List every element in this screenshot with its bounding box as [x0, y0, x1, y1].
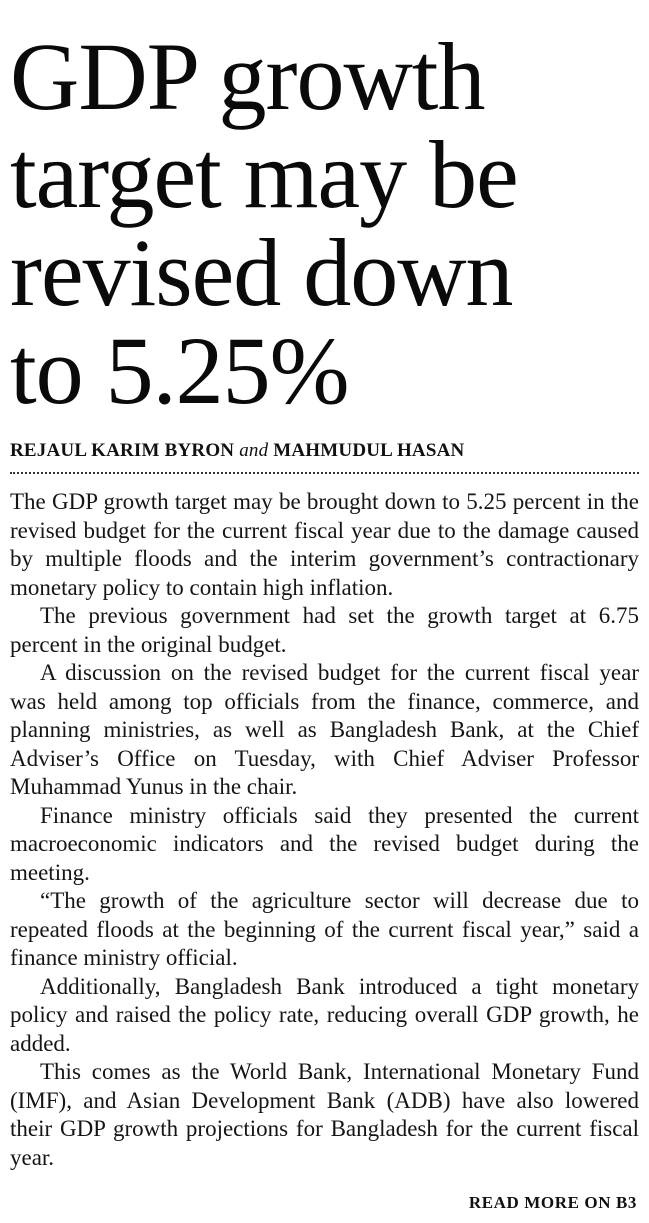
headline-line: GDP growth — [10, 23, 485, 130]
read-more-link[interactable]: READ MORE ON B3 — [468, 1193, 637, 1212]
article-body — [10, 488, 639, 1172]
author-name: MAHMUDUL HASAN — [273, 440, 465, 461]
author-name: REJAUL KARIM BYRON — [10, 440, 235, 461]
byline-conjunction: and — [239, 440, 269, 461]
headline — [10, 0, 639, 424]
body-paragraph: This comes as the World Bank, International Monetary Fund (IMF), and Asian Development Bank (ADB) have also lowered their GDP growth projections for Bangladesh for the current fiscal year. — [10, 1059, 639, 1170]
body-paragraph: Finance ministry officials said they presented the current macroeconomic indicators and the revised budget during the meeting. — [10, 802, 639, 885]
headline-line: target may be — [10, 121, 518, 228]
headline-line: revised down — [10, 219, 513, 326]
body-paragraph: A discussion on the revised budget for the current fiscal year was held among top officials from the finance, commerce, and planning ministries, as well as Bangladesh Bank, at the Chief Adviser’s Office on Tuesday, with Chief Adviser Professor Muhammad Yunus in the chair. — [10, 660, 639, 799]
body-paragraph: The previous government had set the growth target at 6.75 percent in the original budget. — [10, 603, 639, 657]
body-paragraph: The GDP growth target may be brought down to 5.25 percent in the revised budget for the current fiscal year due to the damage caused by multiple floods and the interim government’s contractionary monetary policy to contain high inflation. — [10, 489, 639, 600]
body-paragraph: Additionally, Bangladesh Bank introduced a tight monetary policy and raised the policy rate, reducing overall GDP growth, he added. — [10, 973, 639, 1056]
body-paragraph: “The growth of the agriculture sector will decrease due to repeated floods at the beginning of the current fiscal year,” said a finance ministry official. — [10, 888, 639, 970]
dotted-divider — [10, 472, 639, 474]
headline-line: to 5.25% — [10, 317, 349, 424]
byline — [10, 440, 639, 462]
